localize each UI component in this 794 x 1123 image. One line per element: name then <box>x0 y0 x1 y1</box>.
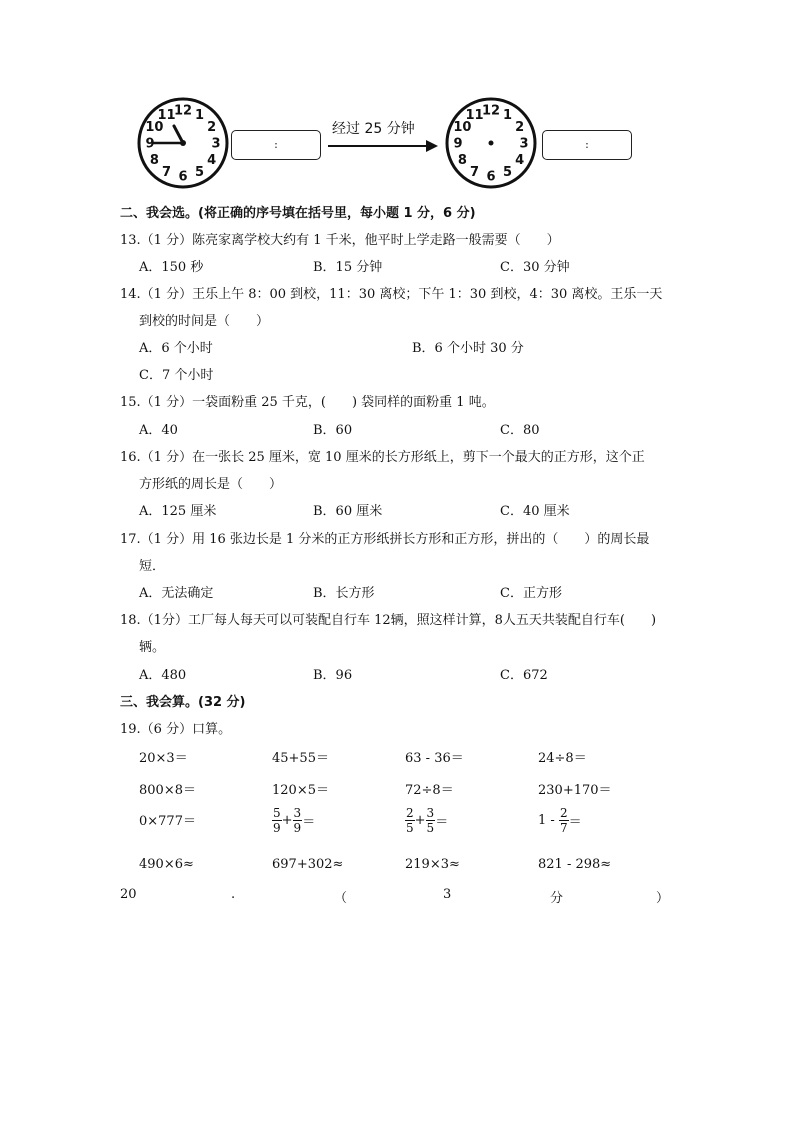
clock-numeral: 2 <box>207 120 217 135</box>
left-clock <box>136 96 230 190</box>
calc-r3-c1: 0×777＝ <box>139 814 196 829</box>
q20-points: 3 <box>443 887 452 902</box>
q15-option-b[interactable]: B．60 <box>313 423 353 438</box>
calc-r3-c4: 1 - $\frac{2}{7}$ ＝ <box>538 806 582 835</box>
q14-text-line2: 到校的时间是（ ） <box>139 314 270 329</box>
clock-numeral: 4 <box>207 153 217 168</box>
q18-option-a[interactable]: A．480 <box>139 668 187 683</box>
fraction: $\frac{3}{5}$ <box>426 806 435 835</box>
q18-text-line2: 辆。 <box>139 640 166 655</box>
right-time-box[interactable] <box>542 130 632 160</box>
left-time-colon: : <box>274 138 278 151</box>
q16-option-b[interactable]: B．60 厘米 <box>313 504 383 519</box>
fraction: $\frac{5}{9}$ <box>273 806 281 835</box>
q17-option-c[interactable]: C．正方形 <box>500 586 562 601</box>
section2-heading: 二、我会选。(将正确的序号填在括号里，每小题 1 分，6 分) <box>120 206 476 221</box>
left-time-box[interactable] <box>231 130 321 160</box>
clock-numeral: 7 <box>469 165 480 181</box>
clock-numeral: 9 <box>453 136 463 152</box>
clock-numeral: 8 <box>149 153 159 168</box>
q18-text-line1: 18.（1分）工厂每人每天可以可装配自行车 12辆，照这样计算，8人五天共装配自行车( ) <box>120 613 657 628</box>
clock-numeral: 1 <box>502 107 513 123</box>
arrow <box>326 138 440 154</box>
right-time-colon: : <box>585 138 589 151</box>
clock-numeral: 1 <box>194 107 205 123</box>
calc-r4-c3: 219×3≈ <box>405 857 460 872</box>
clock-numeral: 6 <box>178 169 188 185</box>
q20-close-paren: ） <box>656 891 670 906</box>
clock-numeral: 12 <box>481 103 501 119</box>
calc-r2-c2: 120×5＝ <box>272 783 329 798</box>
clock-numeral: 9 <box>145 136 155 152</box>
clock-numeral: 12 <box>173 103 193 119</box>
q14-option-b[interactable]: B．6 个小时 30 分 <box>412 341 524 356</box>
q20-dot: . <box>231 887 236 902</box>
q13-text: 13.（1 分）陈亮家离学校大约有 1 千米，他平时上学走路一般需要（ ） <box>120 233 560 248</box>
clock-numeral: 7 <box>161 165 172 181</box>
clock-numeral: 11 <box>157 107 176 123</box>
fraction: $\frac{2}{7}$ <box>559 806 568 835</box>
fraction: $\frac{2}{5}$ <box>406 806 414 835</box>
calc-r1-c3: 63 - 36＝ <box>405 751 464 766</box>
q17-text-line2: 短． <box>139 559 166 574</box>
clock-numeral: 2 <box>515 120 525 135</box>
q16-option-c[interactable]: C．40 厘米 <box>500 504 570 519</box>
calc-r2-c1: 800×8＝ <box>139 783 196 798</box>
q20-open-paren: （ <box>334 891 348 906</box>
calc-r4-c4: 821 - 298≈ <box>538 857 612 872</box>
q16-option-a[interactable]: A．125 厘米 <box>139 504 217 519</box>
q15-option-c[interactable]: C．80 <box>500 423 540 438</box>
q17-option-b[interactable]: B．长方形 <box>313 586 375 601</box>
clock-numeral: 3 <box>211 136 221 152</box>
calc-r1-c1: 20×3＝ <box>139 751 188 766</box>
q14-option-a[interactable]: A．6 个小时 <box>139 341 213 356</box>
calc-r1-c2: 45+55＝ <box>272 751 329 766</box>
q16-text-line1: 16.（1 分）在一张长 25 厘米，宽 10 厘米的长方形纸上，剪下一个最大的正方形，这个正 <box>120 450 645 465</box>
calc-r4-c2: 697+302≈ <box>272 857 344 872</box>
clock-numeral: 11 <box>465 107 484 123</box>
fraction: $\frac{3}{9}$ <box>293 806 302 835</box>
q13-option-a[interactable]: A．150 秒 <box>139 260 204 275</box>
clock-numeral: 5 <box>194 165 205 181</box>
clock-numeral: 10 <box>453 120 472 135</box>
q13-option-c[interactable]: C．30 分钟 <box>500 260 570 275</box>
calc-r4-c1: 490×6≈ <box>139 857 194 872</box>
section3-heading: 三、我会算。(32 分) <box>120 695 246 710</box>
calc-r3-c2: $\frac{5}{9}$ + $\frac{3}{9}$ ＝ <box>273 806 316 835</box>
clock-numeral: 8 <box>457 153 467 168</box>
clock-numeral: 3 <box>519 136 529 152</box>
q20-number: 20 <box>120 887 137 902</box>
q14-text-line1: 14.（1 分）王乐上午 8：00 到校，11：30 离校；下午 1：30 到校，4：30 离校。王乐一天 <box>120 287 663 302</box>
q17-option-a[interactable]: A．无法确定 <box>139 586 214 601</box>
q18-option-b[interactable]: B．96 <box>313 668 353 683</box>
calc-r2-c3: 72÷8＝ <box>405 783 454 798</box>
q15-text: 15.（1 分）一袋面粉重 25 千克，( ) 袋同样的面粉重 1 吨。 <box>120 395 495 410</box>
right-clock <box>444 96 538 190</box>
q13-option-b[interactable]: B．15 分钟 <box>313 260 383 275</box>
clock-numeral: 10 <box>145 120 164 135</box>
q19-title: 19.（6 分）口算。 <box>120 722 232 737</box>
calc-r1-c4: 24÷8＝ <box>538 751 587 766</box>
q14-option-c[interactable]: C．7 个小时 <box>139 368 214 383</box>
q15-option-a[interactable]: A．40 <box>139 423 178 438</box>
clock-numeral: 5 <box>502 165 513 181</box>
q16-text-line2: 方形纸的周长是（ ） <box>139 477 283 492</box>
q17-text-line1: 17.（1 分）用 16 张边长是 1 分米的正方形纸拼长方形和正方形，拼出的（ ）的周长最 <box>120 532 650 547</box>
calc-r3-c3: $\frac{2}{5}$ + $\frac{3}{5}$ ＝ <box>406 806 449 835</box>
q18-option-c[interactable]: C．672 <box>500 668 548 683</box>
arrow-label: 经过 25 分钟 <box>332 121 415 137</box>
calc-r2-c4: 230+170＝ <box>538 783 612 798</box>
clock-numeral: 6 <box>486 169 496 185</box>
clock-numeral: 4 <box>515 153 525 168</box>
q20-unit: 分 <box>550 891 564 906</box>
